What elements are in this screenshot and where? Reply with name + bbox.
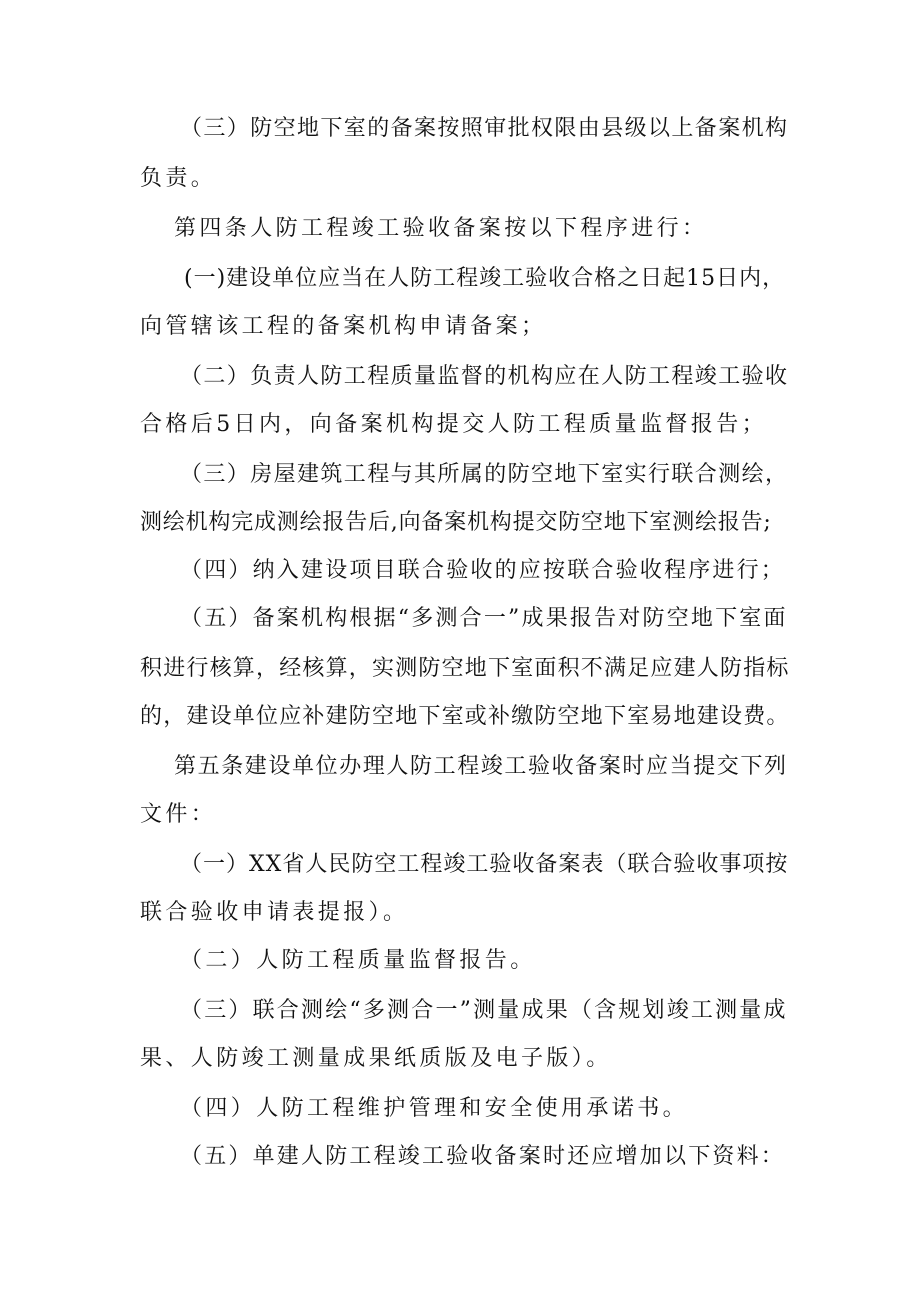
- text-line: 合格后5日内，向备案机构提交人防工程质量监督报告；: [140, 412, 767, 437]
- text-line: （五）备案机构根据“多测合一”成果报告对防空地下室面: [180, 606, 788, 631]
- text-line: 积进行核算，经核算，实测防空地下室面积不满足应建人防指标: [140, 656, 790, 681]
- text-line: （四）纳入建设项目联合验收的应按联合验收程序进行；: [180, 558, 786, 583]
- text-line: （二）负责人防工程质量监督的机构应在人防工程竣工验收: [180, 364, 789, 389]
- text-line: (一)建设单位应当在人防工程竣工验收合格之日起15日内，: [184, 266, 786, 291]
- text-line: （二）人防工程质量监督报告。: [180, 948, 536, 973]
- text-line: 第五条建设单位办理人防工程竣工验收备案时应当提交下列: [174, 754, 788, 779]
- text-line: 联合验收申请表提报）。: [140, 900, 409, 925]
- text-line: （三）联合测绘“多测合一”测量成果（含规划竣工测量成: [180, 998, 788, 1023]
- text-line: （四）人防工程维护管理和安全使用承诺书。: [180, 1096, 689, 1121]
- text-line: 果、人防竣工测量成果纸质版及电子版）。: [140, 1046, 612, 1071]
- text-line: 向管辖该工程的备案机构申请备案；: [140, 314, 547, 339]
- text-line: 的，建设单位应补建防空地下室或补缴防空地下室易地建设费。: [140, 704, 790, 729]
- text-line: （五）单建人防工程竣工验收备案时还应增加以下资料：: [180, 1144, 786, 1169]
- text-line: 负责。: [140, 166, 217, 191]
- text-line: （三）房屋建筑工程与其所属的防空地下室实行联合测绘，: [180, 462, 789, 487]
- text-line: 测绘机构完成测绘报告后,向备案机构提交防空地下室测绘报告;: [140, 510, 772, 535]
- text-line: 第四条人防工程竣工验收备案按以下程序进行：: [174, 216, 708, 241]
- text-line: （一）XX省人民防空工程竣工验收备案表（联合验收事项按: [180, 852, 789, 877]
- text-line: 文件：: [140, 802, 217, 827]
- text-line: （三）防空地下室的备案按照审批权限由县级以上备案机构: [180, 116, 789, 141]
